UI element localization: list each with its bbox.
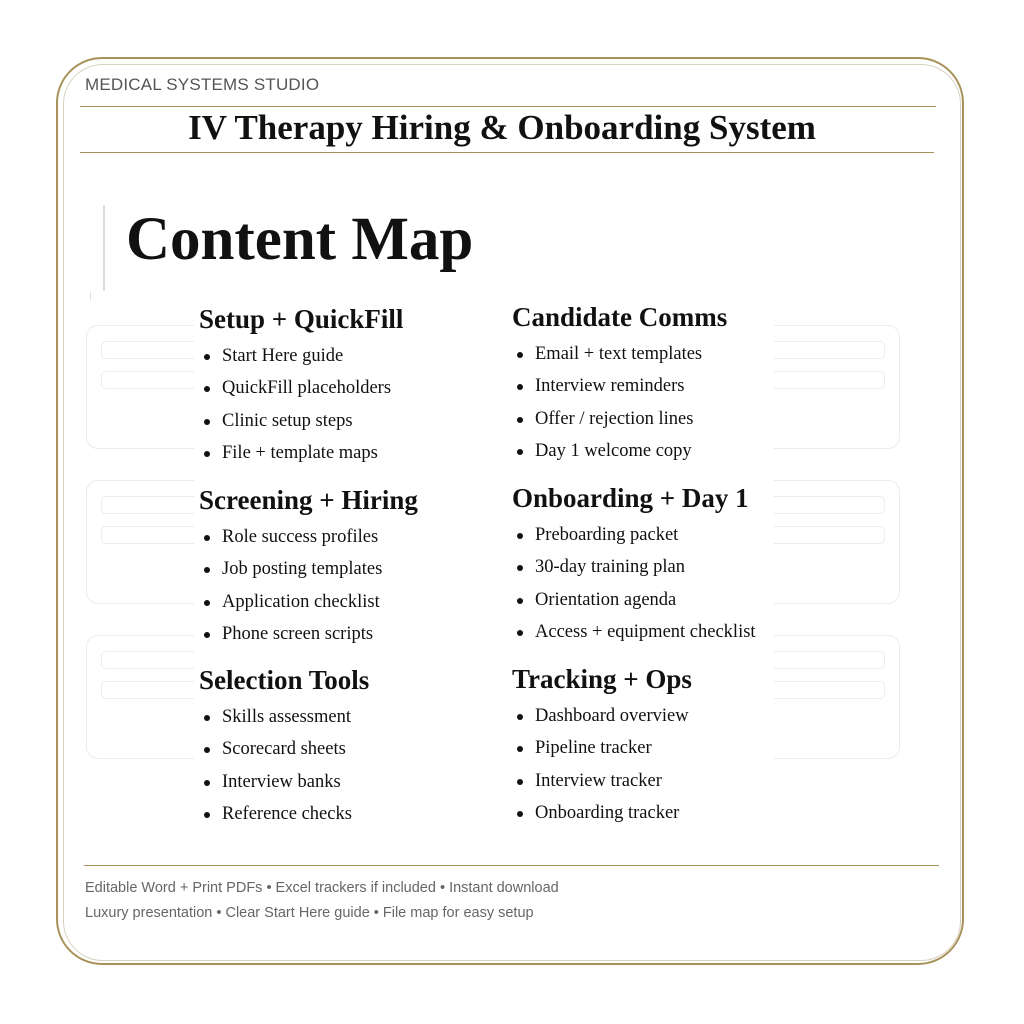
list-item: Interview banks	[199, 766, 369, 798]
title-bottom-divider	[80, 152, 934, 153]
list-item: Preboarding packet	[512, 519, 756, 551]
list-item: Offer / rejection lines	[512, 403, 727, 435]
section-title: Selection Tools	[199, 665, 370, 695]
section-list	[199, 340, 403, 469]
page-heading: Content Map	[126, 206, 474, 273]
list-item: Application checklist	[199, 586, 418, 618]
list-item: Role success profiles	[199, 521, 418, 553]
list-item: Orientation agenda	[512, 584, 756, 616]
footer-divider	[84, 865, 939, 866]
list-item: Day 1 welcome copy	[512, 435, 727, 467]
footer-features-line: Editable Word + Print PDFs • Excel trackers if included • Instant download	[85, 880, 559, 896]
list-item: Dashboard overview	[512, 700, 692, 732]
section-candidate-comms	[512, 302, 727, 467]
list-item: Onboarding tracker	[512, 797, 692, 829]
section-title: Tracking + Ops	[512, 664, 692, 694]
list-item: Interview tracker	[512, 765, 692, 797]
section-screening-hiring	[199, 485, 418, 650]
list-item: Start Here guide	[199, 340, 403, 372]
section-list	[199, 521, 418, 650]
list-item: Clinic setup steps	[199, 405, 403, 437]
section-title: Screening + Hiring	[199, 485, 418, 515]
list-item: Email + text templates	[512, 338, 727, 370]
section-list	[199, 701, 369, 830]
section-onboarding-day1	[512, 483, 756, 648]
list-item: Reference checks	[199, 798, 369, 830]
footer-benefits-line: Luxury presentation • Clear Start Here guide • File map for easy setup	[85, 905, 534, 921]
list-item: Interview reminders	[512, 370, 727, 402]
list-item: Pipeline tracker	[512, 732, 692, 764]
section-selection-tools	[199, 665, 369, 830]
brand-label: MEDICAL SYSTEMS STUDIO	[85, 75, 320, 94]
list-item: File + template maps	[199, 437, 403, 469]
section-list	[512, 700, 692, 829]
list-item: Phone screen scripts	[199, 618, 418, 650]
section-title: Setup + QuickFill	[199, 304, 404, 334]
section-list	[512, 519, 756, 648]
list-item: Access + equipment checklist	[512, 616, 756, 648]
list-item: QuickFill placeholders	[199, 372, 403, 404]
list-item: Skills assessment	[199, 701, 369, 733]
list-item: 30-day training plan	[512, 551, 756, 583]
heading-accent-bar	[103, 205, 105, 291]
section-title: Candidate Comms	[512, 302, 728, 332]
document-title: IV Therapy Hiring & Onboarding System	[188, 108, 816, 147]
heading-accent-tick	[90, 292, 91, 300]
list-item: Job posting templates	[199, 553, 418, 585]
section-tracking-ops	[512, 664, 692, 829]
section-title: Onboarding + Day 1	[512, 483, 749, 513]
section-list	[512, 338, 727, 467]
section-setup-quickfill	[199, 304, 403, 469]
list-item: Scorecard sheets	[199, 733, 369, 765]
